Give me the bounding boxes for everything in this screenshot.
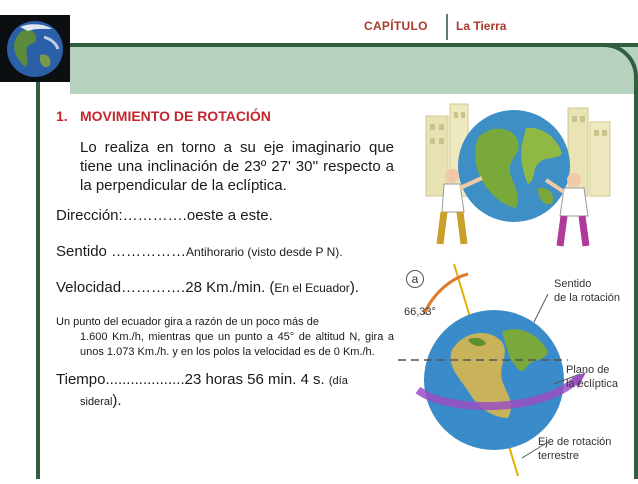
diagram-angle: 66,33° bbox=[404, 306, 436, 318]
velocidad-note: En el Ecuador bbox=[274, 281, 350, 295]
tiempo-end: ). bbox=[112, 392, 122, 409]
tiempo-label: Tiempo...................23 horas 56 min. 4 s. bbox=[56, 371, 325, 388]
speed-note bbox=[56, 315, 394, 360]
diagram-panel-label: a bbox=[406, 270, 424, 288]
speed-note-rest: 1.600 Km./h, mientras que un punto a 45° de altitud N, gira a unos 1.073 Km./h. y en los polos la velocidad es de 0 Km./h. bbox=[80, 331, 394, 358]
sentido-line bbox=[56, 243, 394, 260]
tiempo-line bbox=[56, 370, 394, 412]
section-number: 1. bbox=[56, 108, 68, 124]
text-column bbox=[56, 108, 394, 412]
sentido-label: Sentido …………… bbox=[56, 243, 187, 260]
direccion-line: Dirección:………….oeste a este. bbox=[56, 207, 273, 224]
label-sentido-1: Sentido bbox=[554, 278, 592, 290]
section-heading bbox=[56, 108, 394, 124]
section-title: MOVIMIENTO DE ROTACIÓN bbox=[80, 108, 271, 124]
header-divider bbox=[446, 14, 448, 40]
chapter-label: CAPÍTULO bbox=[364, 19, 428, 33]
tiempo-note-sideral: sideral bbox=[80, 396, 113, 408]
people-globe-illustration bbox=[418, 98, 614, 250]
velocidad-end: ). bbox=[349, 279, 359, 296]
label-plano-2: la eclíptica bbox=[566, 378, 618, 390]
chapter-title: La Tierra bbox=[456, 19, 507, 33]
header-bar bbox=[0, 0, 638, 46]
label-eje-1: Eje de rotación bbox=[538, 436, 612, 448]
label-eje-2: terrestre bbox=[538, 450, 579, 462]
section-description: Lo realiza en torno a su eje imaginario que tiene una inclinación de 23º 27' 30'' respecto a la perpendicular de la eclíptica. bbox=[80, 139, 394, 194]
velocidad-line bbox=[56, 279, 394, 296]
velocidad-label: Velocidad………….28 Km./min. ( bbox=[56, 279, 275, 296]
sentido-value: Antihorario (visto desde P N). bbox=[186, 245, 343, 259]
label-sentido-2: de la rotación bbox=[554, 292, 621, 304]
speed-note-first: Un punto del ecuador gira a razón de un poco más de bbox=[56, 316, 319, 328]
label-plano-1: Plano de bbox=[566, 364, 610, 376]
earth-thumbnail bbox=[0, 15, 70, 82]
tiempo-note: (día bbox=[328, 375, 348, 387]
